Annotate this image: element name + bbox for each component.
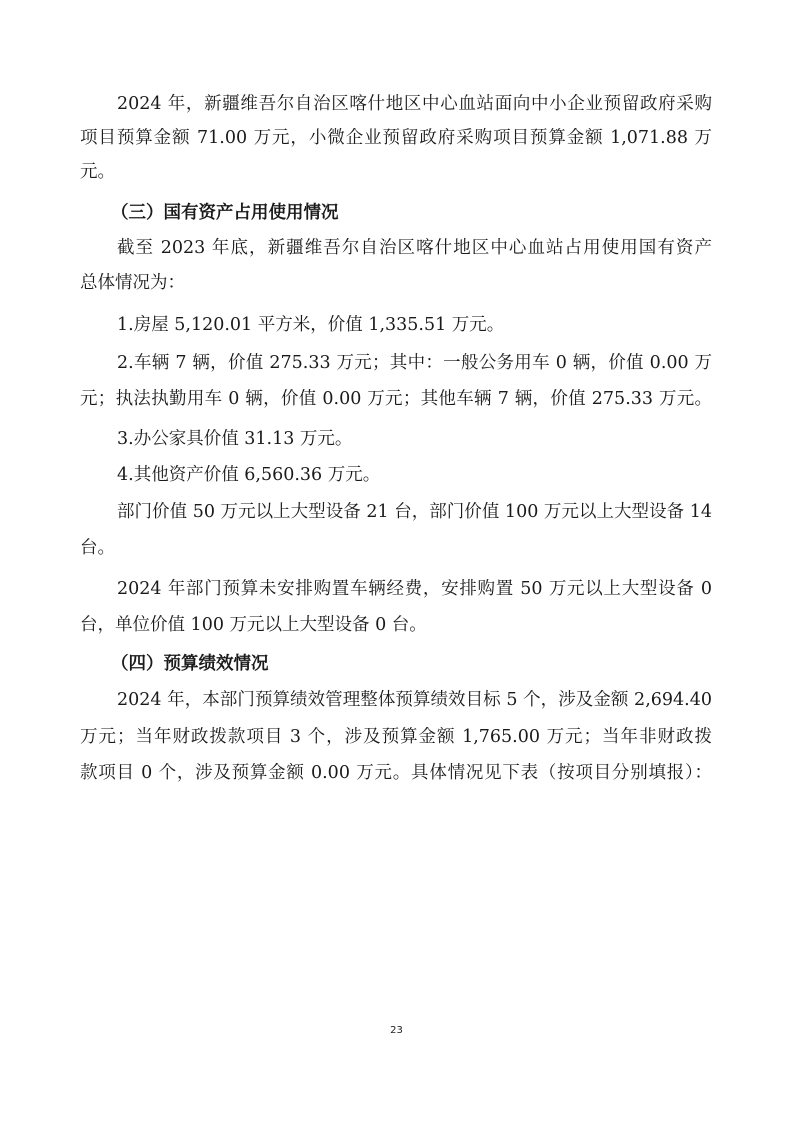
paragraph-procurement-line-3: 元。 <box>80 162 115 182</box>
paragraph-assets-line-2: 总体情况为： <box>80 273 185 293</box>
page-number: 23 <box>390 1025 403 1036</box>
asset-item-other: 4.其他资产价值 6,560.36 万元。 <box>117 465 381 485</box>
asset-item-vehicles-line-2: 元；执法执勤用车 0 辆，价值 0.00 万元；其他车辆 7 辆，价值 275.33 万元。 <box>80 389 712 409</box>
paragraph-procurement-line-1: 2024 年，新疆维吾尔自治区喀什地区中心血站面向中小企业预留政府采购 <box>117 94 712 114</box>
paragraph-equipment-line-1: 部门价值 50 万元以上大型设备 21 台，部门价值 100 万元以上大型设备 14 <box>117 502 712 522</box>
paragraph-performance-line-2: 万元；当年财政拨款项目 3 个，涉及预算金额 1,765.00 万元；当年非财政拨 <box>80 727 712 747</box>
paragraph-equipment-line-2: 台。 <box>80 538 115 558</box>
asset-item-vehicles-line-1: 2.车辆 7 辆，价值 275.33 万元；其中：一般公务用车 0 辆，价值 0.00 万 <box>117 353 712 373</box>
paragraph-purchase-line-2: 台，单位价值 100 万元以上大型设备 0 台。 <box>80 615 427 635</box>
paragraph-performance-line-3: 款项目 0 个，涉及预算金额 0.00 万元。具体情况见下表（按项目分别填报）： <box>80 763 712 783</box>
paragraph-procurement-line-2: 项目预算金额 71.00 万元，小微企业预留政府采购项目预算金额 1,071.88 万 <box>80 128 712 148</box>
section-heading-performance: （四）预算绩效情况 <box>111 654 269 674</box>
paragraph-performance-line-1: 2024 年，本部门预算绩效管理整体预算绩效目标 5 个，涉及金额 2,694.40 <box>117 690 712 710</box>
asset-item-buildings: 1.房屋 5,120.01 平方米，价值 1,335.51 万元。 <box>117 315 505 335</box>
paragraph-purchase-line-1: 2024 年部门预算未安排购置车辆经费，安排购置 50 万元以上大型设备 0 <box>117 579 712 599</box>
paragraph-assets-line-1: 截至 2023 年底，新疆维吾尔自治区喀什地区中心血站占用使用国有资产 <box>117 238 712 258</box>
section-heading-state-assets: （三）国有资产占用使用情况 <box>111 203 339 223</box>
asset-item-furniture: 3.办公家具价值 31.13 万元。 <box>117 429 353 449</box>
